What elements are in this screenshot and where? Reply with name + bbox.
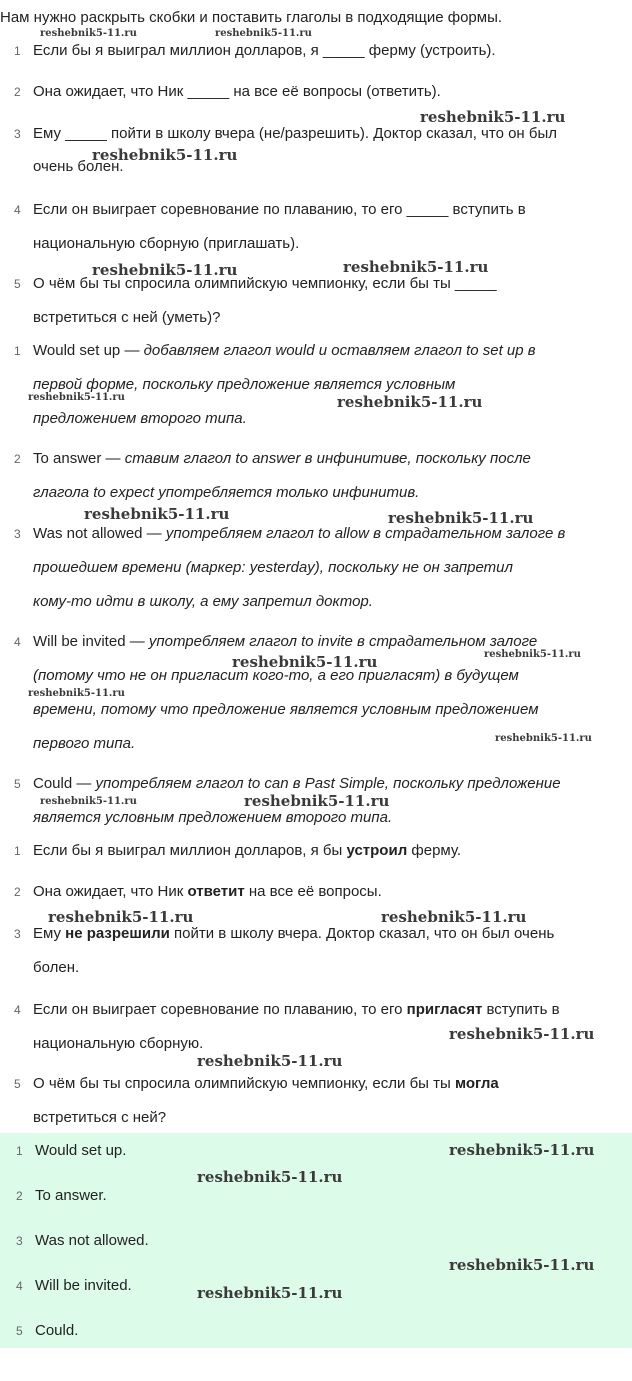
question-text-line: Если он выиграет соревнование по плаванию, то его _____ вступить в [33, 201, 526, 218]
answer-number: 3 [16, 1234, 23, 1248]
task-intro: Нам нужно раскрыть скобки и поставить глаголы в подходящие формы. [0, 9, 503, 26]
watermark: reshebnik5-11.ru [197, 1168, 343, 1186]
filled-answer: ответит [187, 883, 245, 900]
question-text: Она ожидает, что Ник _____ на все её вопросы (ответить). [33, 83, 441, 100]
explanation-line: первой форме, поскольку предложение является условным [33, 376, 456, 393]
watermark: reshebnik5-11.ru [337, 393, 483, 411]
watermark: reshebnik5-11.ru [215, 28, 312, 39]
explanation-number: 4 [14, 635, 21, 649]
question-number: 4 [14, 203, 21, 217]
watermark: reshebnik5-11.ru [40, 796, 137, 807]
watermark: reshebnik5-11.ru [92, 261, 238, 279]
explanation-term: Will be invited — [33, 633, 145, 650]
explanation-line: прошедшем времени (маркер: yesterday), поскольку не он запретил [33, 559, 513, 576]
answer-number: 2 [16, 1189, 23, 1203]
filled-number: 3 [14, 927, 21, 941]
explanation-line: предложением второго типа. [33, 410, 247, 427]
watermark: reshebnik5-11.ru [343, 258, 489, 276]
explanation-number: 2 [14, 452, 21, 466]
watermark: reshebnik5-11.ru [197, 1284, 343, 1302]
watermark: reshebnik5-11.ru [197, 1052, 343, 1070]
filled-text-line: встретиться с ней? [33, 1109, 167, 1126]
watermark: reshebnik5-11.ru [232, 653, 378, 671]
answer-number: 4 [16, 1279, 23, 1293]
watermark: reshebnik5-11.ru [449, 1025, 595, 1043]
watermark: reshebnik5-11.ru [381, 908, 527, 926]
explanation-line: употребляем глагол to can в Past Simple, поскольку предложение [95, 775, 561, 792]
answer-text: Was not allowed. [35, 1232, 149, 1249]
filled-answer: устроил [346, 842, 408, 859]
watermark: reshebnik5-11.ru [449, 1256, 595, 1274]
explanation-term: To answer — [33, 450, 121, 467]
filled-number: 1 [14, 844, 21, 858]
filled-text: ферму. [407, 842, 462, 859]
filled-text-line: болен. [33, 959, 80, 976]
watermark: reshebnik5-11.ru [484, 649, 581, 660]
watermark: reshebnik5-11.ru [40, 28, 137, 39]
answer-text: Could. [35, 1322, 79, 1339]
watermark: reshebnik5-11.ru [420, 108, 566, 126]
explanation-line: употребляем глагол to invite в страдательном залоге [148, 633, 538, 650]
filled-text: Она ожидает, что Ник [33, 883, 188, 900]
question-text-line: Ему _____ пойти в школу вчера (не/разрешить). Доктор сказал, что он был [33, 125, 557, 142]
watermark: reshebnik5-11.ru [495, 733, 592, 744]
explanation-line: является условным предложением второго типа. [33, 809, 393, 826]
watermark: reshebnik5-11.ru [92, 146, 238, 164]
filled-number: 4 [14, 1003, 21, 1017]
explanation-term: Could — [33, 775, 92, 792]
explanation-number: 1 [14, 344, 21, 358]
answers-panel [0, 1133, 632, 1348]
filled-number: 2 [14, 885, 21, 899]
question-text-line: национальную сборную (приглашать). [33, 235, 300, 252]
explanation-number: 3 [14, 527, 21, 541]
filled-text: вступить в [482, 1001, 560, 1018]
filled-text: О чём бы ты спросила олимпийскую чемпионку, если бы ты [33, 1075, 455, 1092]
explanation-line: добавляем глагол would и оставляем глагол to set up в [143, 342, 536, 359]
filled-text: на все её вопросы. [244, 883, 382, 900]
filled-answer: могла [454, 1075, 499, 1092]
filled-text-line: национальную сборную. [33, 1035, 204, 1052]
question-text-line: О чём бы ты спросила олимпийскую чемпионку, если бы ты _____ [33, 275, 497, 292]
explanation-line: глагола to expect употребляется только инфинитив. [33, 484, 420, 501]
explanation-line: (потому что не он пригласит кого-то, а его пригласят) в будущем [33, 667, 519, 684]
watermark: reshebnik5-11.ru [84, 505, 230, 523]
explanation-line: ставим глагол to answer в инфинитиве, поскольку после [124, 450, 531, 467]
explanation-term: Would set up — [33, 342, 140, 359]
filled-number: 5 [14, 1077, 21, 1091]
answer-text: Will be invited. [35, 1277, 132, 1294]
watermark: reshebnik5-11.ru [388, 509, 534, 527]
question-number: 5 [14, 277, 21, 291]
watermark: reshebnik5-11.ru [28, 392, 125, 403]
answer-text: Would set up. [35, 1142, 127, 1159]
question-text: Если бы я выиграл миллион долларов, я _____ ферму (устроить). [33, 42, 496, 59]
filled-text: Ему [33, 925, 66, 942]
watermark: reshebnik5-11.ru [449, 1141, 595, 1159]
question-number: 1 [14, 44, 21, 58]
question-number: 2 [14, 85, 21, 99]
question-number: 3 [14, 127, 21, 141]
explanation-line: употребляем глагол to allow в страдательном залоге в [165, 525, 566, 542]
explanation-line: первого типа. [33, 735, 136, 752]
filled-answer: пригласят [406, 1001, 483, 1018]
explanation-line: времени, потому что предложение является условным предложением [33, 701, 539, 718]
explanation-term: Was not allowed — [33, 525, 162, 542]
filled-text: Если он выиграет соревнование по плаванию, то его [33, 1001, 407, 1018]
explanation-number: 5 [14, 777, 21, 791]
watermark: reshebnik5-11.ru [48, 908, 194, 926]
watermark: reshebnik5-11.ru [28, 688, 125, 699]
filled-answer: не разрешили [65, 925, 170, 942]
watermark: reshebnik5-11.ru [244, 792, 390, 810]
explanation-line: кому-то идти в школу, а ему запретил доктор. [33, 593, 373, 610]
answer-text: To answer. [35, 1187, 107, 1204]
question-text-line: очень болен. [33, 158, 124, 175]
filled-text: Если бы я выиграл миллион долларов, я бы [33, 842, 347, 859]
filled-text: пойти в школу вчера. Доктор сказал, что он был очень [169, 925, 555, 942]
question-text-line: встретиться с ней (уметь)? [33, 309, 221, 326]
answer-number: 1 [16, 1144, 23, 1158]
answer-number: 5 [16, 1324, 23, 1338]
